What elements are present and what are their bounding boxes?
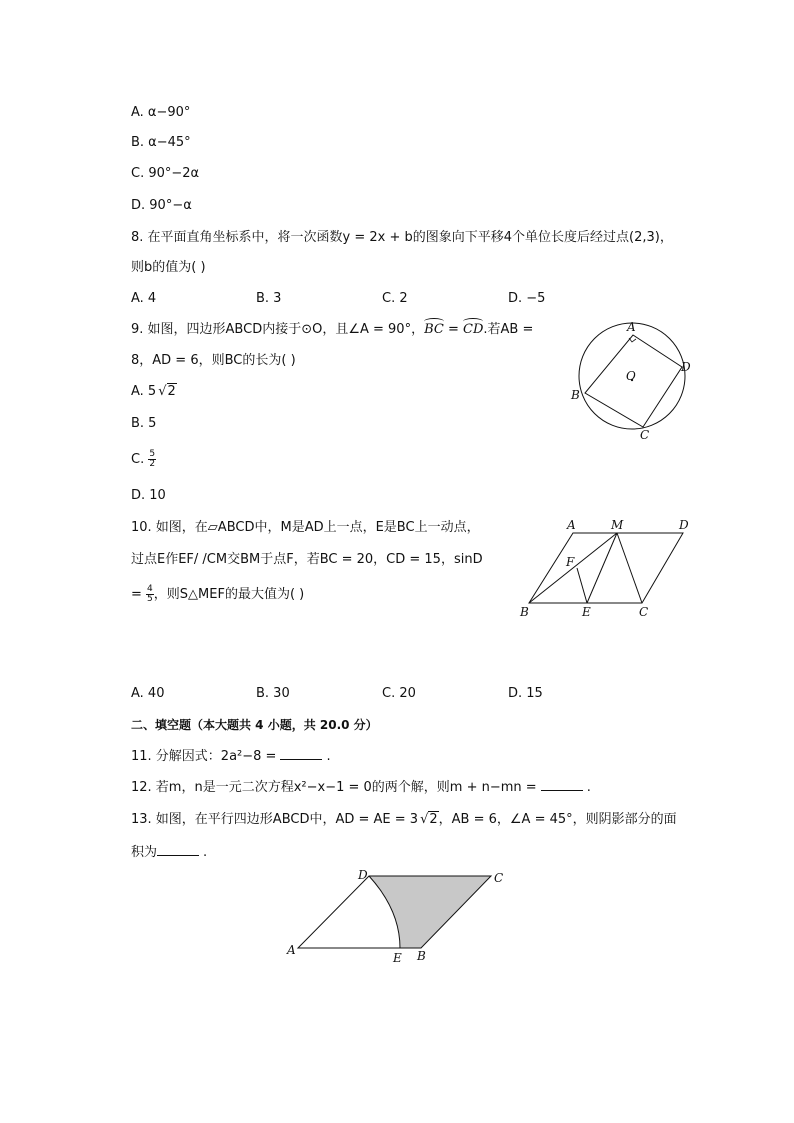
q13-period: .: [203, 845, 208, 860]
q9-option-c: [131, 450, 156, 470]
q8-option-c: C. 2: [382, 291, 408, 306]
q10-option-c: C. 20: [382, 686, 416, 701]
q10-stem-line1: 10. 如图，在▱ABCD中，M是AD上一点，E是BC上一动点，: [131, 520, 480, 535]
q9-arc-bc: BC: [424, 320, 444, 340]
q10-stem-line2: 过点E作EF/ /CM交BM于点F，若BC = 20，CD = 15，sinD: [131, 552, 483, 567]
q13-radicand: 2: [429, 812, 438, 827]
q8-option-b: B. 3: [256, 291, 282, 306]
q13-label-d: D: [358, 868, 368, 882]
q7-option-b: B. α−45°: [131, 135, 191, 150]
q10-stem-post: ，则S△MEF的最大值为( ): [153, 587, 305, 602]
q11-period: .: [326, 749, 331, 764]
q9-stem-post: .若AB =: [483, 322, 534, 337]
q10-label-m: M: [611, 518, 624, 532]
q10-numerator: 4: [147, 584, 153, 594]
q9-label-b: B: [571, 388, 580, 402]
sqrt-symbol: √: [420, 812, 429, 827]
q13-text-line2: 积为: [131, 845, 158, 860]
q13-answer-blank[interactable]: [157, 843, 199, 856]
q10-stem-line3: [131, 585, 304, 605]
q8-option-d: D. −5: [508, 291, 546, 306]
q10-label-d: D: [679, 518, 689, 532]
q10-option-b: B. 30: [256, 686, 290, 701]
q9-option-a: [131, 382, 177, 402]
q10-figure: [515, 515, 705, 625]
q13-shaded-region: [369, 876, 491, 948]
q9-label-a: A: [627, 320, 636, 334]
q9-label-c: C: [640, 428, 650, 442]
q9-arc-cd: CD: [463, 320, 483, 340]
q8-option-a: A. 4: [131, 291, 157, 306]
q9-option-a-text: A. 5: [131, 384, 157, 399]
q13-label-b: B: [417, 949, 426, 963]
q9-option-b: B. 5: [131, 416, 157, 431]
q10-option-d: D. 15: [508, 686, 543, 701]
q13-stem-line1: [131, 810, 677, 830]
q10-option-a: A. 40: [131, 686, 165, 701]
q10-fraction: [146, 585, 154, 604]
q10-parallelogram: [529, 533, 683, 603]
q12-period: .: [586, 780, 591, 795]
q10-equals: =: [131, 587, 142, 602]
q9-stem-line2: 8，AD = 6，则BC的长为( ): [131, 353, 296, 368]
q11-text: 11. 分解因式：2a²−8 =: [131, 749, 277, 764]
q10-label-f: F: [566, 555, 575, 569]
q9-figure: [570, 318, 700, 448]
q9-stem-line1: [131, 320, 533, 340]
q9-option-c-numerator: 5: [149, 449, 156, 459]
q13-label-e: E: [393, 951, 402, 965]
q9-option-d: D. 10: [131, 488, 166, 503]
q11-stem: [131, 747, 331, 767]
q13-stem-line2: [131, 843, 207, 863]
q9-equals: =: [443, 322, 463, 337]
q10-label-b: B: [520, 605, 529, 619]
q10-label-e: E: [582, 605, 591, 619]
q10-denominator: 5: [147, 594, 153, 604]
q9-option-c-label: C.: [131, 452, 145, 467]
q9-option-c-fraction: [148, 450, 156, 469]
q10-segment-ef: [577, 568, 587, 603]
q7-option-a: A. α−90°: [131, 105, 191, 120]
q7-option-c: C. 90°−2α: [131, 166, 200, 181]
q11-answer-blank[interactable]: [280, 747, 322, 760]
q13-text-post: ，AB = 6，∠A = 45°，则阴影部分的面: [438, 812, 677, 827]
q10-segment-mc: [617, 533, 642, 603]
q13-label-c: C: [494, 871, 504, 885]
q12-answer-blank[interactable]: [541, 778, 583, 791]
sqrt-symbol: √: [158, 384, 167, 399]
q9-option-a-radicand: 2: [167, 384, 176, 399]
q8-stem-line2: 则b的值为( ): [131, 260, 206, 275]
q10-label-c: C: [639, 605, 649, 619]
q10-label-a: A: [567, 518, 576, 532]
q9-label-o: O: [626, 369, 636, 383]
q12-text: 12. 若m，n是一元二次方程x²−x−1 = 0的两个解，则m + n−mn =: [131, 780, 537, 795]
q10-segment-me: [587, 533, 617, 603]
q9-option-c-denominator: 2: [149, 459, 156, 469]
q9-stem-pre: 9. 如图，四边形ABCD内接于⊙O，且∠A = 90°，: [131, 322, 425, 337]
q9-label-d: D: [681, 360, 691, 374]
q13-text-pre: 13. 如图，在平行四边形ABCD中，AD = AE = 3: [131, 812, 419, 827]
q13-figure: [280, 862, 510, 970]
q12-stem: [131, 778, 591, 798]
q13-label-a: A: [287, 943, 296, 957]
q7-option-d: D. 90°−α: [131, 198, 192, 213]
section-heading: 二、填空题（本大题共 4 小题，共 20.0 分）: [131, 718, 378, 732]
q8-stem-line1: 8. 在平面直角坐标系中，将一次函数y = 2x + b的图象向下平移4个单位长度后经过点(2,3)，: [131, 230, 673, 245]
